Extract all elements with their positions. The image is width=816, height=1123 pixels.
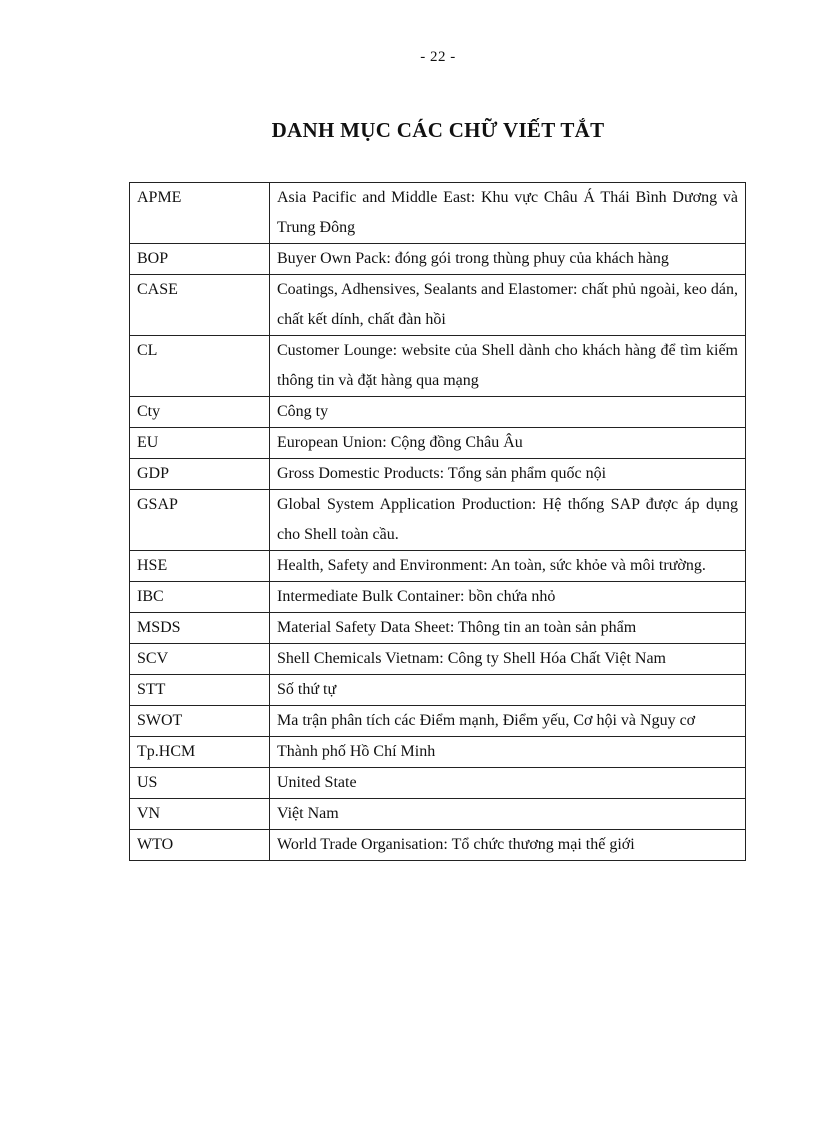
table-row (130, 582, 746, 613)
abbreviation-cell: BOP (130, 244, 270, 275)
table-row (130, 428, 746, 459)
table-row (130, 183, 746, 244)
table-row (130, 490, 746, 551)
abbreviation-cell: CASE (130, 275, 270, 336)
abbreviation-cell: EU (130, 428, 270, 459)
table-row (130, 613, 746, 644)
abbreviation-table-body (130, 183, 746, 861)
abbreviation-cell: CL (130, 336, 270, 397)
definition-cell: Global System Application Production: Hệ thống SAP được áp dụng cho Shell toàn cầu. (270, 490, 746, 551)
definition-cell: World Trade Organisation: Tổ chức thương mại thế giới (270, 830, 746, 861)
definition-cell: Intermediate Bulk Container: bồn chứa nhỏ (270, 582, 746, 613)
table-row (130, 706, 746, 737)
abbreviation-cell: US (130, 768, 270, 799)
page-number: - 22 - (420, 49, 456, 65)
definition-cell: Health, Safety and Environment: An toàn, sức khỏe và môi trường. (270, 551, 746, 582)
abbreviation-cell: GDP (130, 459, 270, 490)
definition-cell: Ma trận phân tích các Điểm mạnh, Điểm yếu, Cơ hội và Nguy cơ (270, 706, 746, 737)
abbreviation-cell: Cty (130, 397, 270, 428)
abbreviation-cell: VN (130, 799, 270, 830)
table-row (130, 336, 746, 397)
definition-cell: Thành phố Hồ Chí Minh (270, 737, 746, 768)
definition-cell: United State (270, 768, 746, 799)
abbreviation-cell: HSE (130, 551, 270, 582)
table-row (130, 551, 746, 582)
page-title: DANH MỤC CÁC CHỮ VIẾT TẮT (271, 118, 605, 142)
definition-cell: Công ty (270, 397, 746, 428)
definition-cell: Việt Nam (270, 799, 746, 830)
table-row (130, 799, 746, 830)
table-row (130, 244, 746, 275)
table-row (130, 830, 746, 861)
definition-cell: Shell Chemicals Vietnam: Công ty Shell Hóa Chất Việt Nam (270, 644, 746, 675)
definition-cell: Buyer Own Pack: đóng gói trong thùng phuy của khách hàng (270, 244, 746, 275)
abbreviation-cell: Tp.HCM (130, 737, 270, 768)
abbreviation-cell: GSAP (130, 490, 270, 551)
table-row (130, 675, 746, 706)
abbreviation-cell: WTO (130, 830, 270, 861)
definition-cell: European Union: Cộng đồng Châu Âu (270, 428, 746, 459)
abbreviation-table (129, 182, 746, 861)
table-row (130, 275, 746, 336)
table-row (130, 397, 746, 428)
definition-cell: Gross Domestic Products: Tổng sản phẩm quốc nội (270, 459, 746, 490)
table-row (130, 644, 746, 675)
definition-cell: Material Safety Data Sheet: Thông tin an toàn sản phẩm (270, 613, 746, 644)
definition-cell: Asia Pacific and Middle East: Khu vực Châu Á Thái Bình Dương và Trung Đông (270, 183, 746, 244)
abbreviation-cell: IBC (130, 582, 270, 613)
abbreviation-cell: APME (130, 183, 270, 244)
definition-cell: Coatings, Adhensives, Sealants and Elastomer: chất phủ ngoài, keo dán, chất kết dính, chất đàn hồi (270, 275, 746, 336)
table-row (130, 768, 746, 799)
table-row (130, 459, 746, 490)
definition-cell: Số thứ tự (270, 675, 746, 706)
abbreviation-cell: SWOT (130, 706, 270, 737)
abbreviation-cell: SCV (130, 644, 270, 675)
definition-cell: Customer Lounge: website của Shell dành cho khách hàng để tìm kiếm thông tin và đặt hàng qua mạng (270, 336, 746, 397)
table-row (130, 737, 746, 768)
abbreviation-cell: MSDS (130, 613, 270, 644)
abbreviation-cell: STT (130, 675, 270, 706)
